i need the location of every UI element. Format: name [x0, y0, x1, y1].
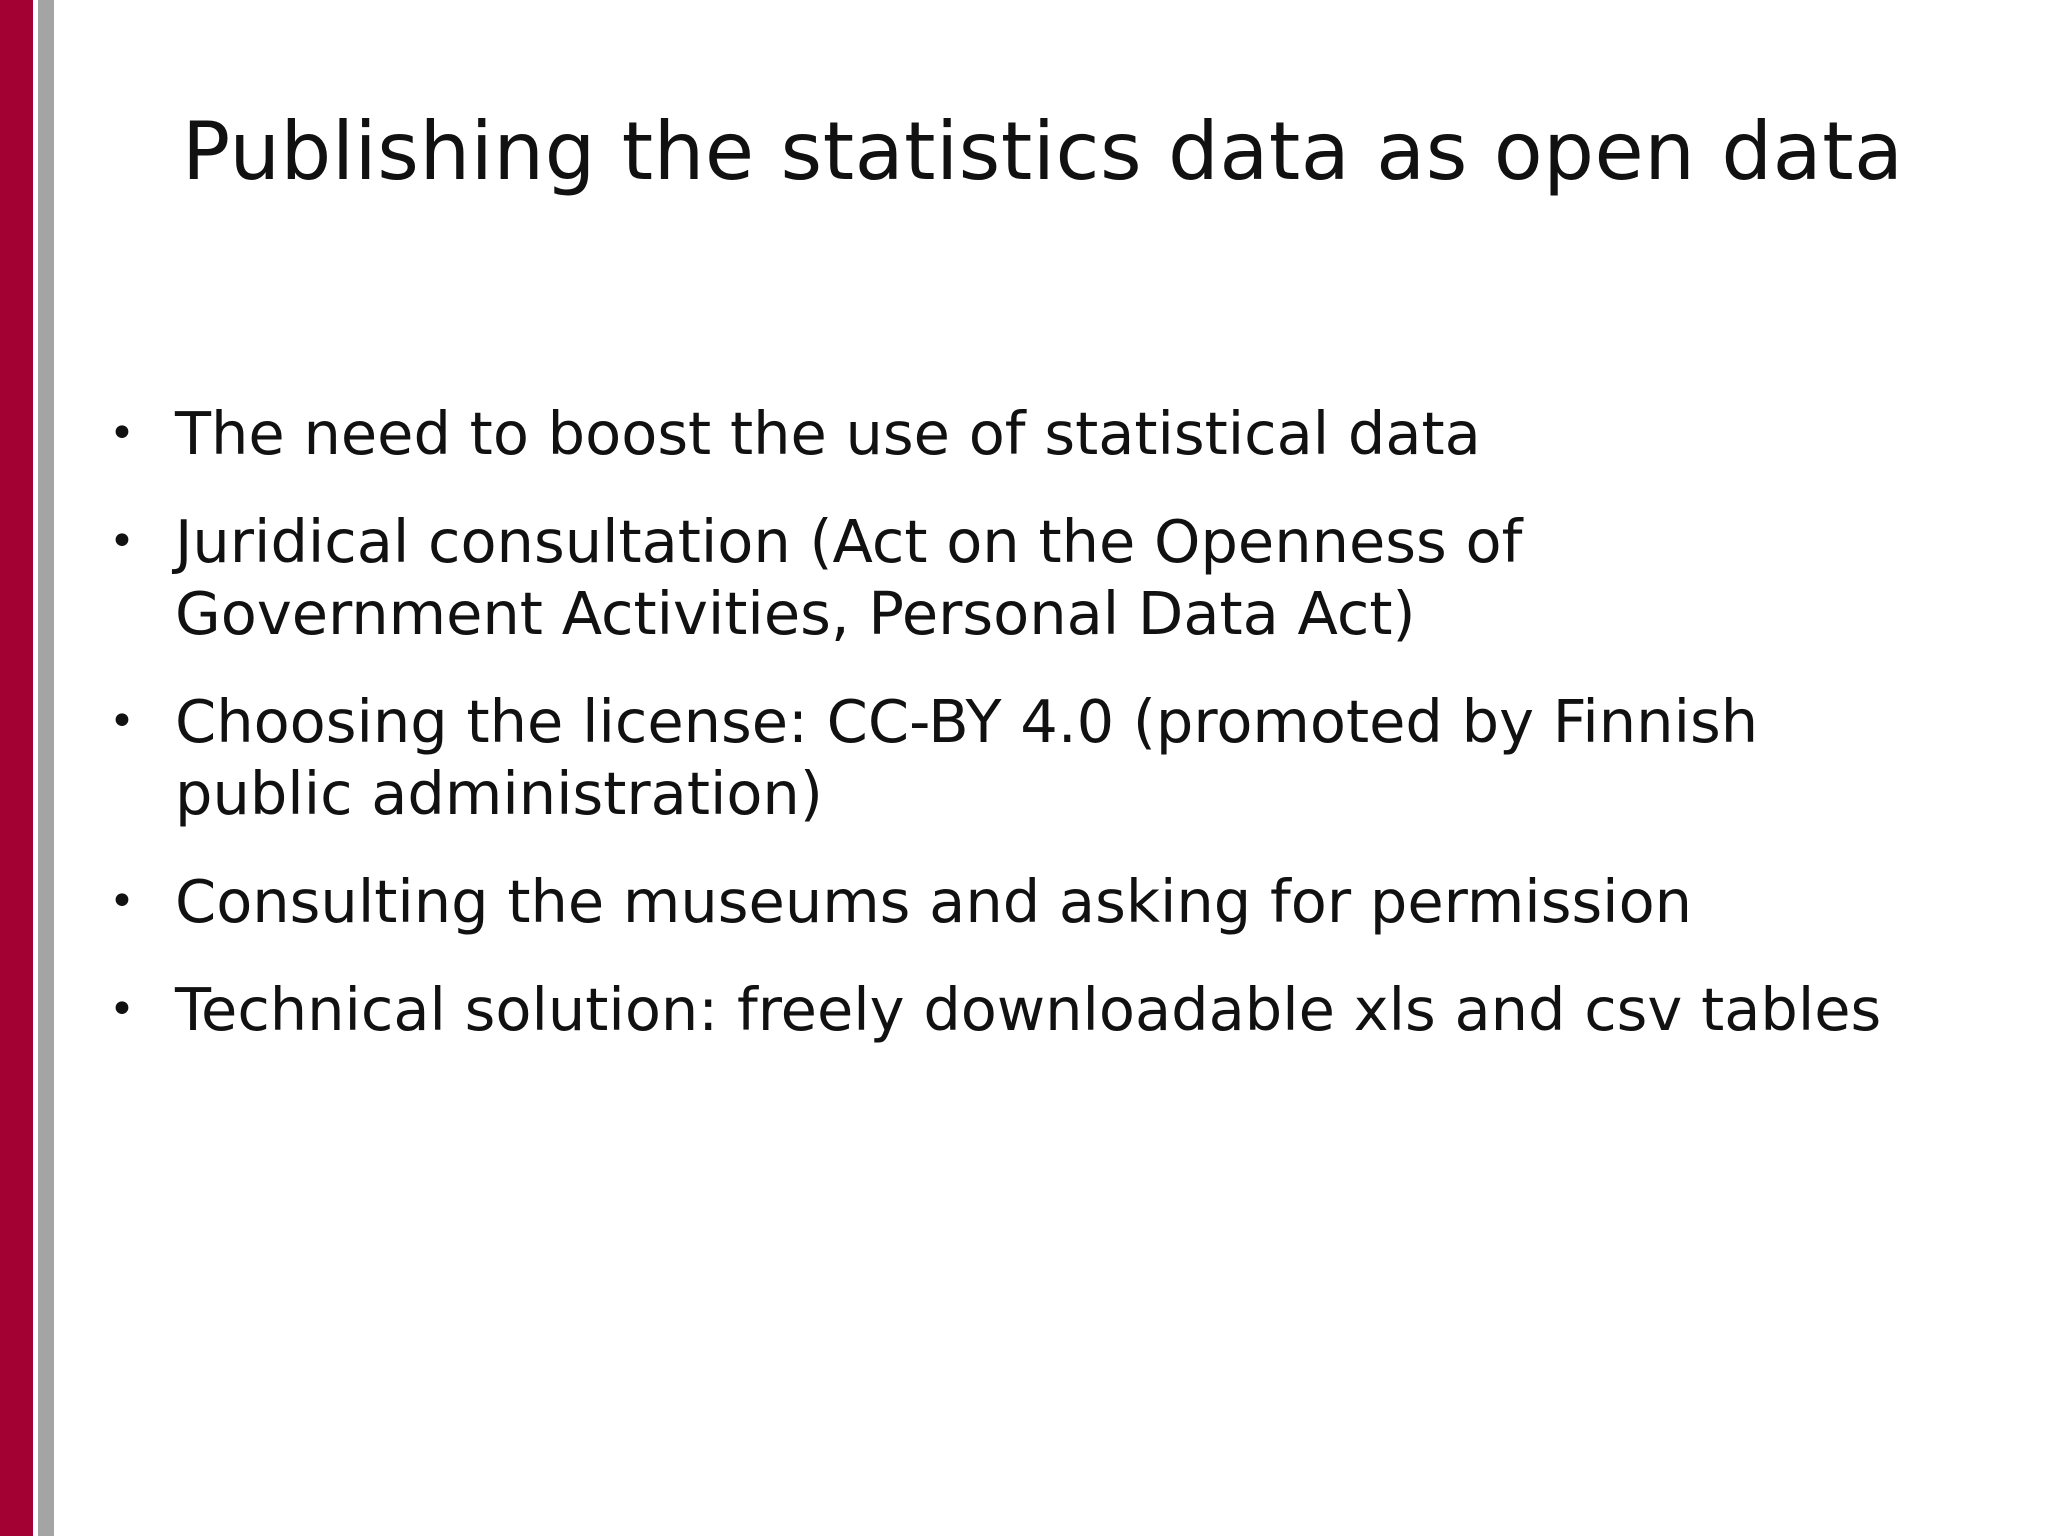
bullet-list: [105, 398, 2005, 1082]
bullet-item: [105, 506, 2005, 650]
bullet-item: [105, 398, 2005, 470]
bullet-dot-icon: •: [109, 408, 135, 459]
bullet-text-line: Consulting the museums and asking for permission: [175, 867, 1693, 936]
left-gray-stripe: [38, 0, 54, 1536]
bullet-text-line: Choosing the license: CC-BY 4.0 (promoted by Finnish: [175, 687, 1759, 756]
bullet-dot-icon: •: [109, 516, 135, 567]
bullet-dot-icon: •: [109, 984, 135, 1035]
slide-title: Publishing the statistics data as open data: [182, 105, 1904, 198]
bullet-dot-icon: •: [109, 876, 135, 927]
bullet-dot-icon: •: [109, 696, 135, 747]
left-red-stripe: [0, 0, 33, 1536]
bullet-text-line: Government Activities, Personal Data Act): [175, 579, 1416, 648]
bullet-text-line: Juridical consultation (Act on the Openness of: [175, 507, 1523, 576]
bullet-text-line: public administration): [175, 759, 823, 828]
bullet-text-line: Technical solution: freely downloadable xls and csv tables: [175, 975, 1882, 1044]
bullet-text-line: The need to boost the use of statistical data: [175, 399, 1481, 468]
bullet-item: [105, 866, 2005, 938]
bullet-item: [105, 686, 2005, 830]
bullet-item: [105, 974, 2005, 1046]
